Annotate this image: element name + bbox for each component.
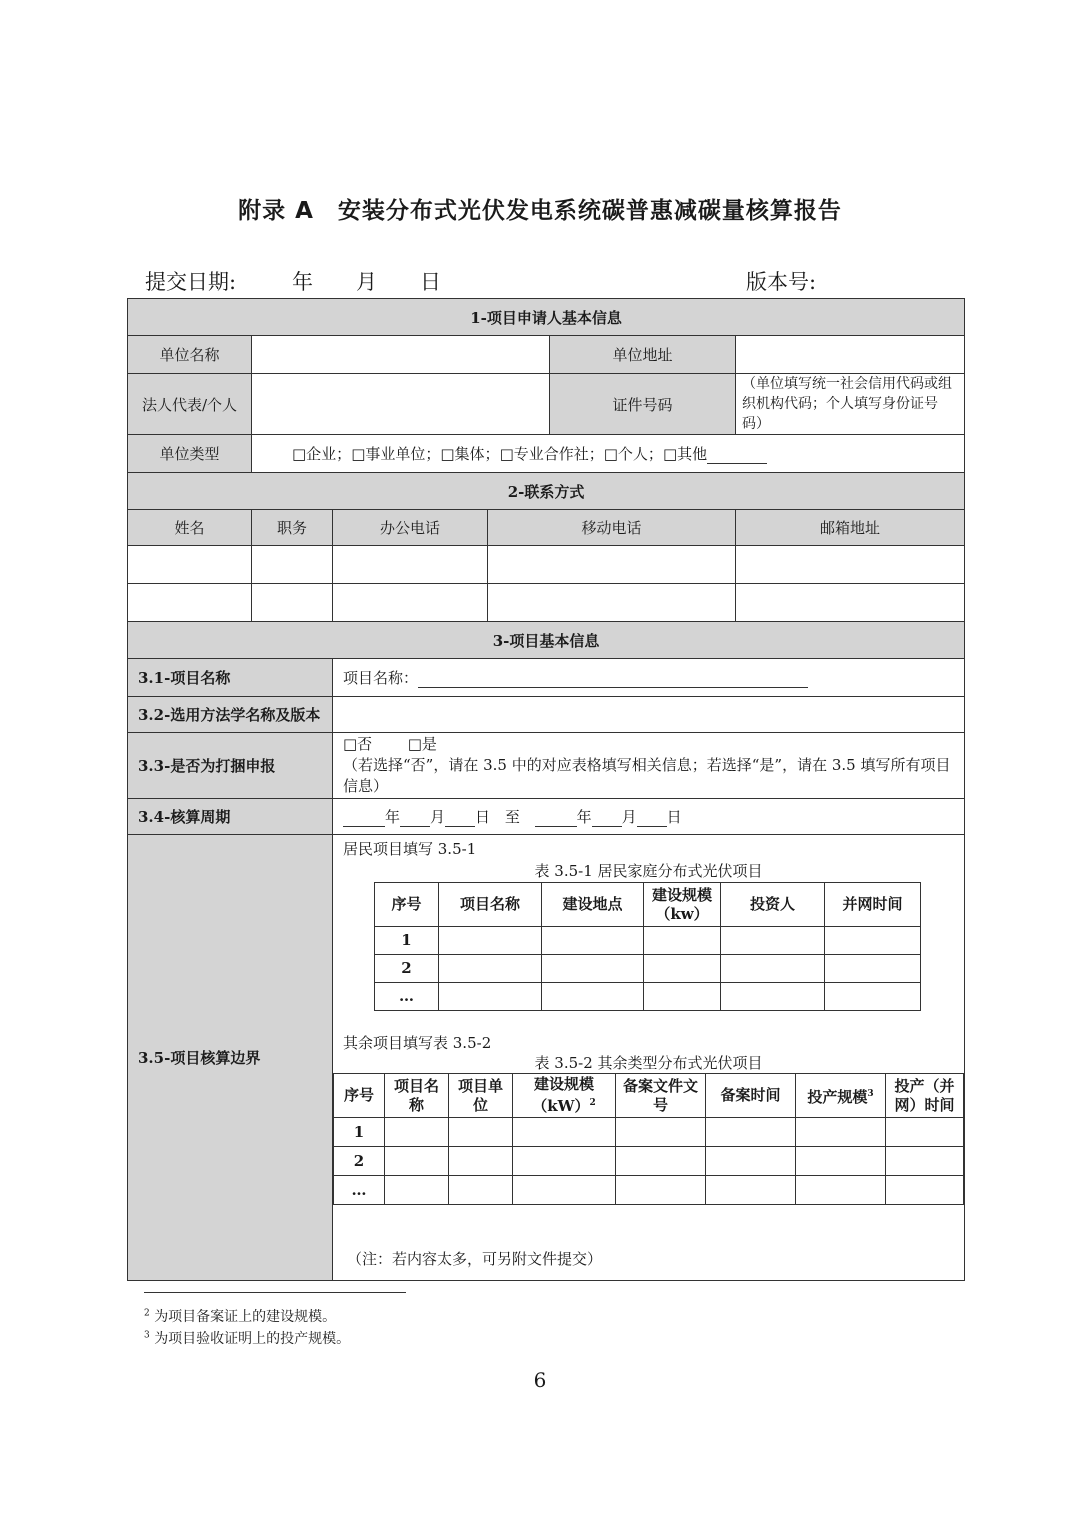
unit-name-field[interactable]: [252, 336, 550, 374]
table-cell[interactable]: [706, 1147, 796, 1176]
t2-row-index: 1: [334, 1118, 385, 1147]
table-cell[interactable]: [886, 1118, 964, 1147]
type-other-blank[interactable]: [707, 447, 767, 464]
submit-year: 年: [292, 270, 313, 294]
t2-col-filing-number: 备案文件文号: [616, 1074, 706, 1118]
submit-day: 日: [420, 270, 441, 294]
col-email: 邮箱地址: [736, 510, 965, 546]
contact-position-field[interactable]: [252, 546, 333, 584]
table-cell[interactable]: [886, 1147, 964, 1176]
id-number-field[interactable]: （单位填写统一社会信用代码或组织机构代码；个人填写身份证号码）: [736, 374, 965, 435]
t2-row-index: 2: [334, 1147, 385, 1176]
table-cell[interactable]: [644, 983, 721, 1011]
boundary-cell: [333, 835, 965, 1281]
contact-email-field[interactable]: [736, 584, 965, 622]
table-3-5-1: [374, 882, 921, 1011]
table-cell[interactable]: [796, 1176, 886, 1205]
unit-name-label: 单位名称: [128, 336, 252, 374]
period-to: 至: [504, 808, 520, 826]
type-individual-checkbox[interactable]: □个人；: [603, 445, 663, 463]
period-cell: [333, 799, 965, 835]
start-day-unit: 日: [475, 808, 491, 826]
col-office-phone: 办公电话: [333, 510, 488, 546]
bundled-cell: [333, 733, 965, 799]
report-title: 附录 A 安装分布式光伏发电系统碳普惠减碳量核算报告: [238, 198, 842, 224]
table-cell[interactable]: [513, 1147, 616, 1176]
col-mobile-phone: 移动电话: [488, 510, 736, 546]
table-cell[interactable]: [616, 1118, 706, 1147]
contact-office-phone-field[interactable]: [333, 546, 488, 584]
table-cell[interactable]: [513, 1118, 616, 1147]
t2-row-index: …: [334, 1176, 385, 1205]
table-3-5-1-caption: 表 3.5-1 居民家庭分布式光伏项目: [534, 862, 763, 880]
attachment-note: （注：若内容太多，可另附文件提交）: [347, 1250, 603, 1268]
footnote-ref-3: 3: [867, 1088, 874, 1099]
t1-col-grid-time: 并网时间: [825, 883, 921, 927]
footnote-ref-2: 2: [589, 1098, 596, 1108]
unit-address-field[interactable]: [736, 336, 965, 374]
unit-address-label: 单位地址: [550, 336, 736, 374]
contact-email-field[interactable]: [736, 546, 965, 584]
contact-mobile-field[interactable]: [488, 546, 736, 584]
section2-header: 2-联系方式: [128, 473, 965, 510]
start-month-unit: 月: [430, 808, 446, 826]
bundled-yes-checkbox[interactable]: □是: [407, 735, 437, 753]
contact-name-field[interactable]: [128, 546, 252, 584]
table-cell[interactable]: [542, 955, 644, 983]
bundled-note: （若选择“否”，请在 3.5 中的对应表格填写相关信息；若选择“是”，请在 3.5 填写所有项目信息）: [343, 756, 951, 795]
other-fill-note: 其余项目填写表 3.5-2: [343, 1034, 492, 1052]
t2-col-filing-time: 备案时间: [706, 1074, 796, 1118]
table-cell[interactable]: [616, 1176, 706, 1205]
report-form: [127, 298, 965, 1281]
table-cell[interactable]: [721, 983, 825, 1011]
start-day-input[interactable]: [445, 810, 475, 827]
t2-col-production-scale: 投产规模$^3$: [796, 1074, 886, 1118]
end-year-unit: 年: [576, 808, 592, 826]
section3-header: 3-项目基本信息: [128, 622, 965, 659]
t2-col-scale: 建设规模（kW）$^2$: [513, 1074, 616, 1118]
t2-col-project-name: 项目名称: [385, 1074, 449, 1118]
project-name-cell: [333, 659, 965, 697]
type-collective-checkbox[interactable]: □集体；: [440, 445, 500, 463]
table-cell[interactable]: [385, 1118, 449, 1147]
t1-row-index: …: [375, 983, 439, 1011]
boundary-label: 3.5-项目核算边界: [128, 835, 333, 1281]
t2-col-production-time: 投产（并网）时间: [886, 1074, 964, 1118]
page-number: 6: [533, 1368, 547, 1392]
table-cell[interactable]: [796, 1147, 886, 1176]
table-cell[interactable]: [513, 1176, 616, 1205]
resident-fill-note: 居民项目填写 3.5-1: [343, 840, 477, 858]
end-year-input[interactable]: [535, 810, 577, 827]
table-cell[interactable]: [706, 1118, 796, 1147]
table-cell[interactable]: [721, 927, 825, 955]
project-name-input[interactable]: [418, 671, 808, 688]
table-cell[interactable]: [449, 1176, 513, 1205]
submit-month: 月: [356, 270, 377, 294]
bundled-no-checkbox[interactable]: □否: [343, 735, 373, 753]
footnote-2: $^2$ 为项目备案证上的建设规模。: [144, 1308, 337, 1325]
unit-type-label: 单位类型: [128, 435, 252, 473]
footnote-3: $^3$ 为项目验收证明上的投产规模。: [144, 1330, 351, 1347]
t1-col-project-name: 项目名称: [439, 883, 542, 927]
table-3-5-2: [333, 1073, 964, 1205]
table-cell[interactable]: [385, 1176, 449, 1205]
section1-header: 1-项目申请人基本信息: [128, 299, 965, 336]
project-name-prefix: 项目名称：: [343, 669, 419, 687]
table-cell[interactable]: [449, 1147, 513, 1176]
start-year-unit: 年: [385, 808, 401, 826]
type-enterprise-checkbox[interactable]: □企业；: [292, 445, 352, 463]
table-cell[interactable]: [542, 983, 644, 1011]
col-position: 职务: [252, 510, 333, 546]
table-cell[interactable]: [721, 955, 825, 983]
type-institution-checkbox[interactable]: □事业单位；: [351, 445, 441, 463]
period-label: 3.4-核算周期: [128, 799, 333, 835]
legal-rep-label: 法人代表/个人: [128, 374, 252, 435]
table-cell[interactable]: [644, 955, 721, 983]
start-year-input[interactable]: [343, 810, 385, 827]
table-cell[interactable]: [616, 1147, 706, 1176]
contact-mobile-field[interactable]: [488, 584, 736, 622]
start-month-input[interactable]: [400, 810, 430, 827]
table-cell[interactable]: [825, 955, 921, 983]
table-cell[interactable]: [644, 927, 721, 955]
bundled-label: 3.3-是否为打捆申报: [128, 733, 333, 799]
submit-date-label: 提交日期:: [145, 270, 237, 294]
contact-name-field[interactable]: [128, 584, 252, 622]
t1-col-location: 建设地点: [542, 883, 644, 927]
methodology-field[interactable]: [333, 697, 965, 733]
t1-row-index: 2: [375, 955, 439, 983]
methodology-label: 3.2-选用方法学名称及版本: [128, 697, 333, 733]
t1-row-index: 1: [375, 927, 439, 955]
t1-col-index: 序号: [375, 883, 439, 927]
col-name: 姓名: [128, 510, 252, 546]
project-name-label: 3.1-项目名称: [128, 659, 333, 697]
end-day-input[interactable]: [637, 810, 667, 827]
version-label: 版本号:: [746, 270, 817, 294]
id-number-label: 证件号码: [550, 374, 736, 435]
end-day-unit: 日: [666, 808, 682, 826]
table-3-5-2-caption: 表 3.5-2 其余类型分布式光伏项目: [534, 1054, 763, 1072]
footnote-divider: [144, 1292, 406, 1293]
t2-col-project-unit: 项目单位: [449, 1074, 513, 1118]
table-cell[interactable]: [886, 1176, 964, 1205]
end-month-input[interactable]: [592, 810, 622, 827]
table-cell[interactable]: [439, 983, 542, 1011]
table-cell[interactable]: [542, 927, 644, 955]
legal-rep-field[interactable]: [252, 374, 550, 435]
type-cooperative-checkbox[interactable]: □专业合作社；: [499, 445, 604, 463]
t1-col-investor: 投资人: [721, 883, 825, 927]
t2-col-index: 序号: [334, 1074, 385, 1118]
contact-office-phone-field[interactable]: [333, 584, 488, 622]
table-cell[interactable]: [439, 927, 542, 955]
contact-position-field[interactable]: [252, 584, 333, 622]
table-cell[interactable]: [825, 983, 921, 1011]
end-month-unit: 月: [621, 808, 637, 826]
type-other-checkbox[interactable]: □其他: [662, 445, 708, 463]
t1-col-scale: 建设规模（kw）: [644, 883, 721, 927]
table-cell[interactable]: [825, 927, 921, 955]
table-cell[interactable]: [385, 1147, 449, 1176]
unit-type-options: [252, 435, 965, 473]
table-cell[interactable]: [796, 1118, 886, 1147]
table-cell[interactable]: [449, 1118, 513, 1147]
table-cell[interactable]: [706, 1176, 796, 1205]
table-cell[interactable]: [439, 955, 542, 983]
